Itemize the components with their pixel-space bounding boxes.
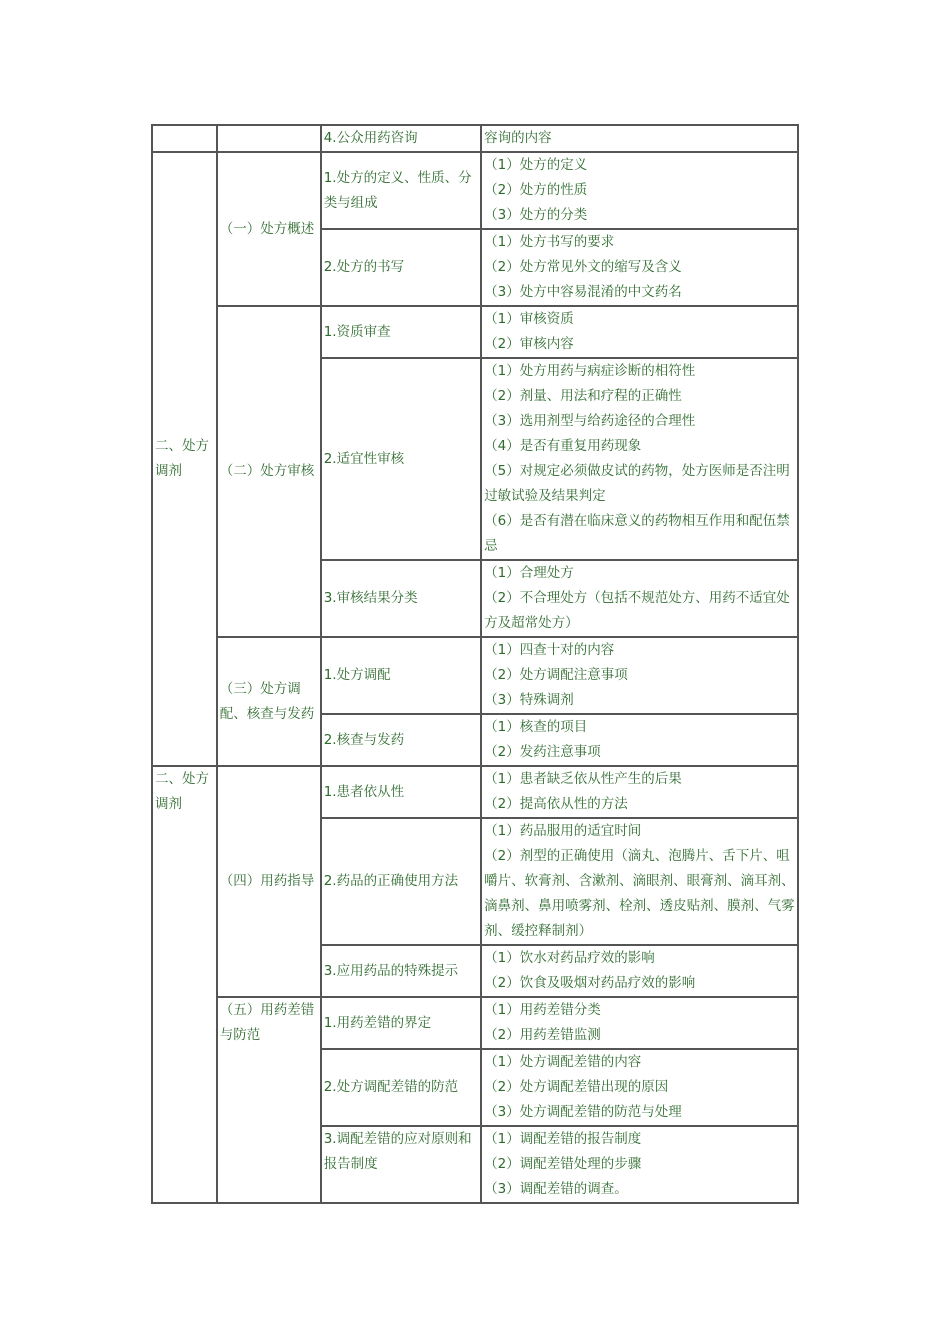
list-item: （1）药品服用的适宜时间 bbox=[484, 823, 642, 839]
group-cell: （五）用药差错与防范 bbox=[218, 998, 322, 1204]
list-item: （1）核查的项目 bbox=[484, 719, 588, 735]
content-cell bbox=[482, 819, 799, 946]
topic-cell: 2.处方调配差错的防范 bbox=[322, 1050, 482, 1127]
empty-cell bbox=[218, 126, 322, 153]
list-item: （1）审核资质 bbox=[484, 311, 574, 327]
content-cell bbox=[482, 359, 799, 561]
topic-cell: 2.处方的书写 bbox=[322, 230, 482, 307]
list-item: （1）处方调配差错的内容 bbox=[484, 1054, 642, 1070]
list-item: （1）调配差错的报告制度 bbox=[484, 1131, 642, 1147]
content-cell bbox=[482, 230, 799, 307]
section-cell: 二、处方调剂 bbox=[153, 153, 218, 767]
list-item: （2）剂型的正确使用（滴丸、泡腾片、舌下片、咀嚼片、软膏剂、含漱剂、滴眼剂、眼膏剂、滴耳剂、滴鼻剂、鼻用喷雾剂、栓剂、透皮贴剂、膜剂、气雾剂、缓控释制剂） bbox=[484, 848, 795, 939]
content-cell bbox=[482, 561, 799, 638]
topic-cell: 2.适宜性审核 bbox=[322, 359, 482, 561]
group-cell: （三）处方调配、核查与发药 bbox=[218, 638, 322, 767]
list-item: （2）饮食及吸烟对药品疗效的影响 bbox=[484, 975, 696, 991]
list-item: （6）是否有潜在临床意义的药物相互作用和配伍禁忌 bbox=[484, 513, 790, 554]
list-item: （3）选用剂型与给药途径的合理性 bbox=[484, 413, 696, 429]
topic-cell: 2.药品的正确使用方法 bbox=[322, 819, 482, 946]
list-item: （2）调配差错处理的步骤 bbox=[484, 1156, 642, 1172]
list-item: （3）特殊调剂 bbox=[484, 692, 574, 708]
topic-cell: 4.公众用药咨询 bbox=[322, 126, 482, 153]
empty-cell bbox=[153, 126, 218, 153]
table-row bbox=[153, 767, 799, 819]
topic-cell: 1.患者依从性 bbox=[322, 767, 482, 819]
group-cell: （二）处方审核 bbox=[218, 307, 322, 638]
list-item: （1）处方的定义 bbox=[484, 157, 588, 173]
topic-cell: 1.处方的定义、性质、分类与组成 bbox=[322, 153, 482, 230]
topic-cell: 1.资质审查 bbox=[322, 307, 482, 359]
list-item: （4）是否有重复用药现象 bbox=[484, 438, 642, 454]
topic-cell: 3.审核结果分类 bbox=[322, 561, 482, 638]
table-row bbox=[153, 638, 799, 715]
content-cell bbox=[482, 946, 799, 998]
list-item: （1）患者缺乏依从性产生的后果 bbox=[484, 771, 682, 787]
content-cell bbox=[482, 307, 799, 359]
content-cell bbox=[482, 1127, 799, 1204]
group-cell: （四）用药指导 bbox=[218, 767, 322, 998]
list-item: （2）用药差错监测 bbox=[484, 1027, 601, 1043]
topic-cell: 3.调配差错的应对原则和报告制度 bbox=[322, 1127, 482, 1204]
content-cell bbox=[482, 767, 799, 819]
table-row bbox=[153, 998, 799, 1050]
content-cell bbox=[482, 715, 799, 767]
table-row bbox=[153, 307, 799, 359]
group-cell: （一）处方概述 bbox=[218, 153, 322, 307]
topic-cell: 1.用药差错的界定 bbox=[322, 998, 482, 1050]
content-cell bbox=[482, 1050, 799, 1127]
syllabus-table bbox=[151, 124, 799, 1204]
list-item: （1）用药差错分类 bbox=[484, 1002, 601, 1018]
table-row bbox=[153, 153, 799, 230]
list-item: （3）调配差错的调查。 bbox=[484, 1181, 628, 1197]
topic-cell: 1.处方调配 bbox=[322, 638, 482, 715]
list-item: （1）处方用药与病症诊断的相符性 bbox=[484, 363, 696, 379]
list-item: （1）四查十对的内容 bbox=[484, 642, 615, 658]
list-item: （2）发药注意事项 bbox=[484, 744, 601, 760]
list-item: （2）不合理处方（包括不规范处方、用药不适宜处方及超常处方） bbox=[484, 590, 790, 631]
list-item: （3）处方的分类 bbox=[484, 207, 588, 223]
content-cell bbox=[482, 638, 799, 715]
list-item: （2）处方调配差错出现的原因 bbox=[484, 1079, 669, 1095]
list-item: （1）合理处方 bbox=[484, 565, 574, 581]
section-cell: 二、处方调剂 bbox=[153, 767, 218, 1204]
list-item: （2）处方的性质 bbox=[484, 182, 588, 198]
list-item: （2）剂量、用法和疗程的正确性 bbox=[484, 388, 682, 404]
list-item: （3）处方调配差错的防范与处理 bbox=[484, 1104, 682, 1120]
topic-cell: 3.应用药品的特殊提示 bbox=[322, 946, 482, 998]
topic-cell: 2.核查与发药 bbox=[322, 715, 482, 767]
list-item: （5）对规定必须做皮试的药物，处方医师是否注明过敏试验及结果判定 bbox=[484, 463, 790, 504]
content-cell bbox=[482, 153, 799, 230]
content-cell bbox=[482, 998, 799, 1050]
list-item: （2）提高依从性的方法 bbox=[484, 796, 628, 812]
list-item: （1）处方书写的要求 bbox=[484, 234, 615, 250]
content-cell: 容询的内容 bbox=[482, 126, 799, 153]
table-row bbox=[153, 126, 799, 153]
list-item: （1）饮水对药品疗效的影响 bbox=[484, 950, 655, 966]
list-item: （2）审核内容 bbox=[484, 336, 574, 352]
list-item: （2）处方调配注意事项 bbox=[484, 667, 628, 683]
list-item: （3）处方中容易混淆的中文药名 bbox=[484, 284, 682, 300]
list-item: （2）处方常见外文的缩写及含义 bbox=[484, 259, 682, 275]
